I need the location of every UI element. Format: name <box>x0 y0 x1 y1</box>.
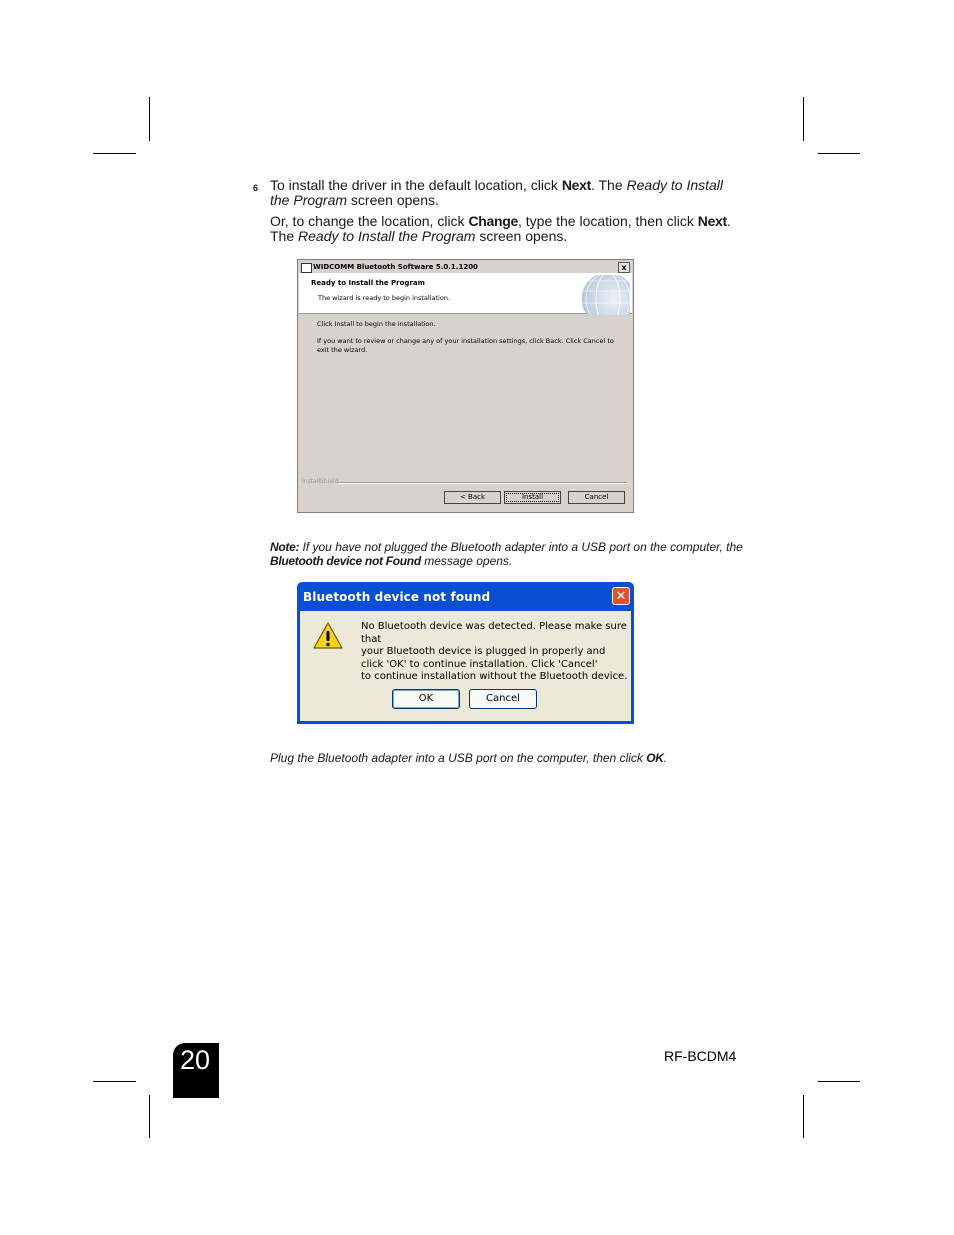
installer-title-bar <box>299 261 632 273</box>
next-term: Next <box>697 213 727 229</box>
next-term: Next <box>561 177 591 193</box>
installer-line-1: Click Install to begin the installation. <box>317 320 436 328</box>
plug-instruction <box>270 751 750 765</box>
text: . The <box>590 177 627 193</box>
cancel-button[interactable]: Cancel <box>568 491 625 504</box>
installer-heading: Ready to Install the Program <box>311 279 425 287</box>
page-number-tab <box>173 1043 219 1098</box>
screen-name: Ready to Install the Program <box>298 228 476 244</box>
message-line: click 'OK' to continue installation. Click 'Cancel' <box>361 658 598 670</box>
crop-mark <box>149 97 150 141</box>
globe-icon <box>564 275 630 315</box>
crop-mark <box>803 1095 804 1138</box>
text: screen opens. <box>475 228 568 244</box>
text: screen opens. <box>347 192 439 208</box>
step-paragraph-1 <box>270 178 740 208</box>
crop-mark <box>818 1081 860 1082</box>
crop-mark <box>93 153 136 154</box>
message-line: your Bluetooth device is plugged in properly and <box>361 646 606 657</box>
installer-header <box>299 273 632 314</box>
change-term: Change <box>468 213 518 229</box>
installshield-brand: InstallShield <box>302 478 339 485</box>
text: Plug the Bluetooth adapter into a USB port on the computer, then click <box>270 751 647 765</box>
note-label: Note: <box>270 540 300 554</box>
ok-button[interactable]: OK <box>392 689 460 709</box>
installer-subheading: The wizard is ready to begin installation. <box>318 294 451 302</box>
screen-name: Ready to Install the Program <box>270 177 724 208</box>
warning-icon <box>312 621 344 651</box>
step-number: 6 <box>253 183 259 193</box>
note <box>270 540 745 568</box>
step-body <box>270 178 740 250</box>
text: Or, to change the location, click <box>270 213 469 229</box>
crop-mark <box>803 97 804 141</box>
crop-mark <box>818 153 860 154</box>
crop-mark <box>149 1095 150 1138</box>
installer-line-2: If you want to review or change any of your installation settings, click Back. Click Cancel to exit the wizard. <box>317 337 614 354</box>
text: If you have not plugged the Bluetooth adapter into a USB port on the computer, the <box>299 540 743 554</box>
message-line: No Bluetooth device was detected. Please make sure that <box>361 621 627 645</box>
close-button[interactable]: x <box>618 262 630 273</box>
installer-dialog <box>297 259 634 513</box>
installer-app-icon <box>301 263 312 273</box>
dialog-body <box>300 611 631 721</box>
close-button[interactable]: ✕ <box>612 587 630 605</box>
cancel-button[interactable]: Cancel <box>469 689 537 709</box>
text: To install the driver in the default location, click <box>270 177 562 193</box>
message-line: to continue installation without the Bluetooth device. <box>361 671 628 682</box>
model-number: RF-BCDM4 <box>664 1048 737 1064</box>
bluetooth-not-found-dialog <box>297 582 634 724</box>
text: . The <box>270 213 731 244</box>
installer-content <box>317 320 617 363</box>
step-paragraph-2 <box>270 214 740 244</box>
page-number: 20 <box>180 1045 211 1075</box>
installer-title: WIDCOMM Bluetooth Software 5.0.1.1200 <box>313 263 478 271</box>
dialog-message <box>361 621 629 684</box>
dialog-title: Bluetooth device not found <box>303 590 491 604</box>
text: message opens. <box>420 554 513 568</box>
text: , type the location, then click <box>518 213 698 229</box>
text: . <box>663 751 667 765</box>
message-name: Bluetooth device not Found <box>270 554 421 568</box>
install-button[interactable]: Install <box>504 491 561 504</box>
divider <box>338 482 627 484</box>
back-button[interactable]: < Back <box>444 491 501 504</box>
ok-term: OK <box>646 751 664 765</box>
crop-mark <box>93 1081 136 1082</box>
